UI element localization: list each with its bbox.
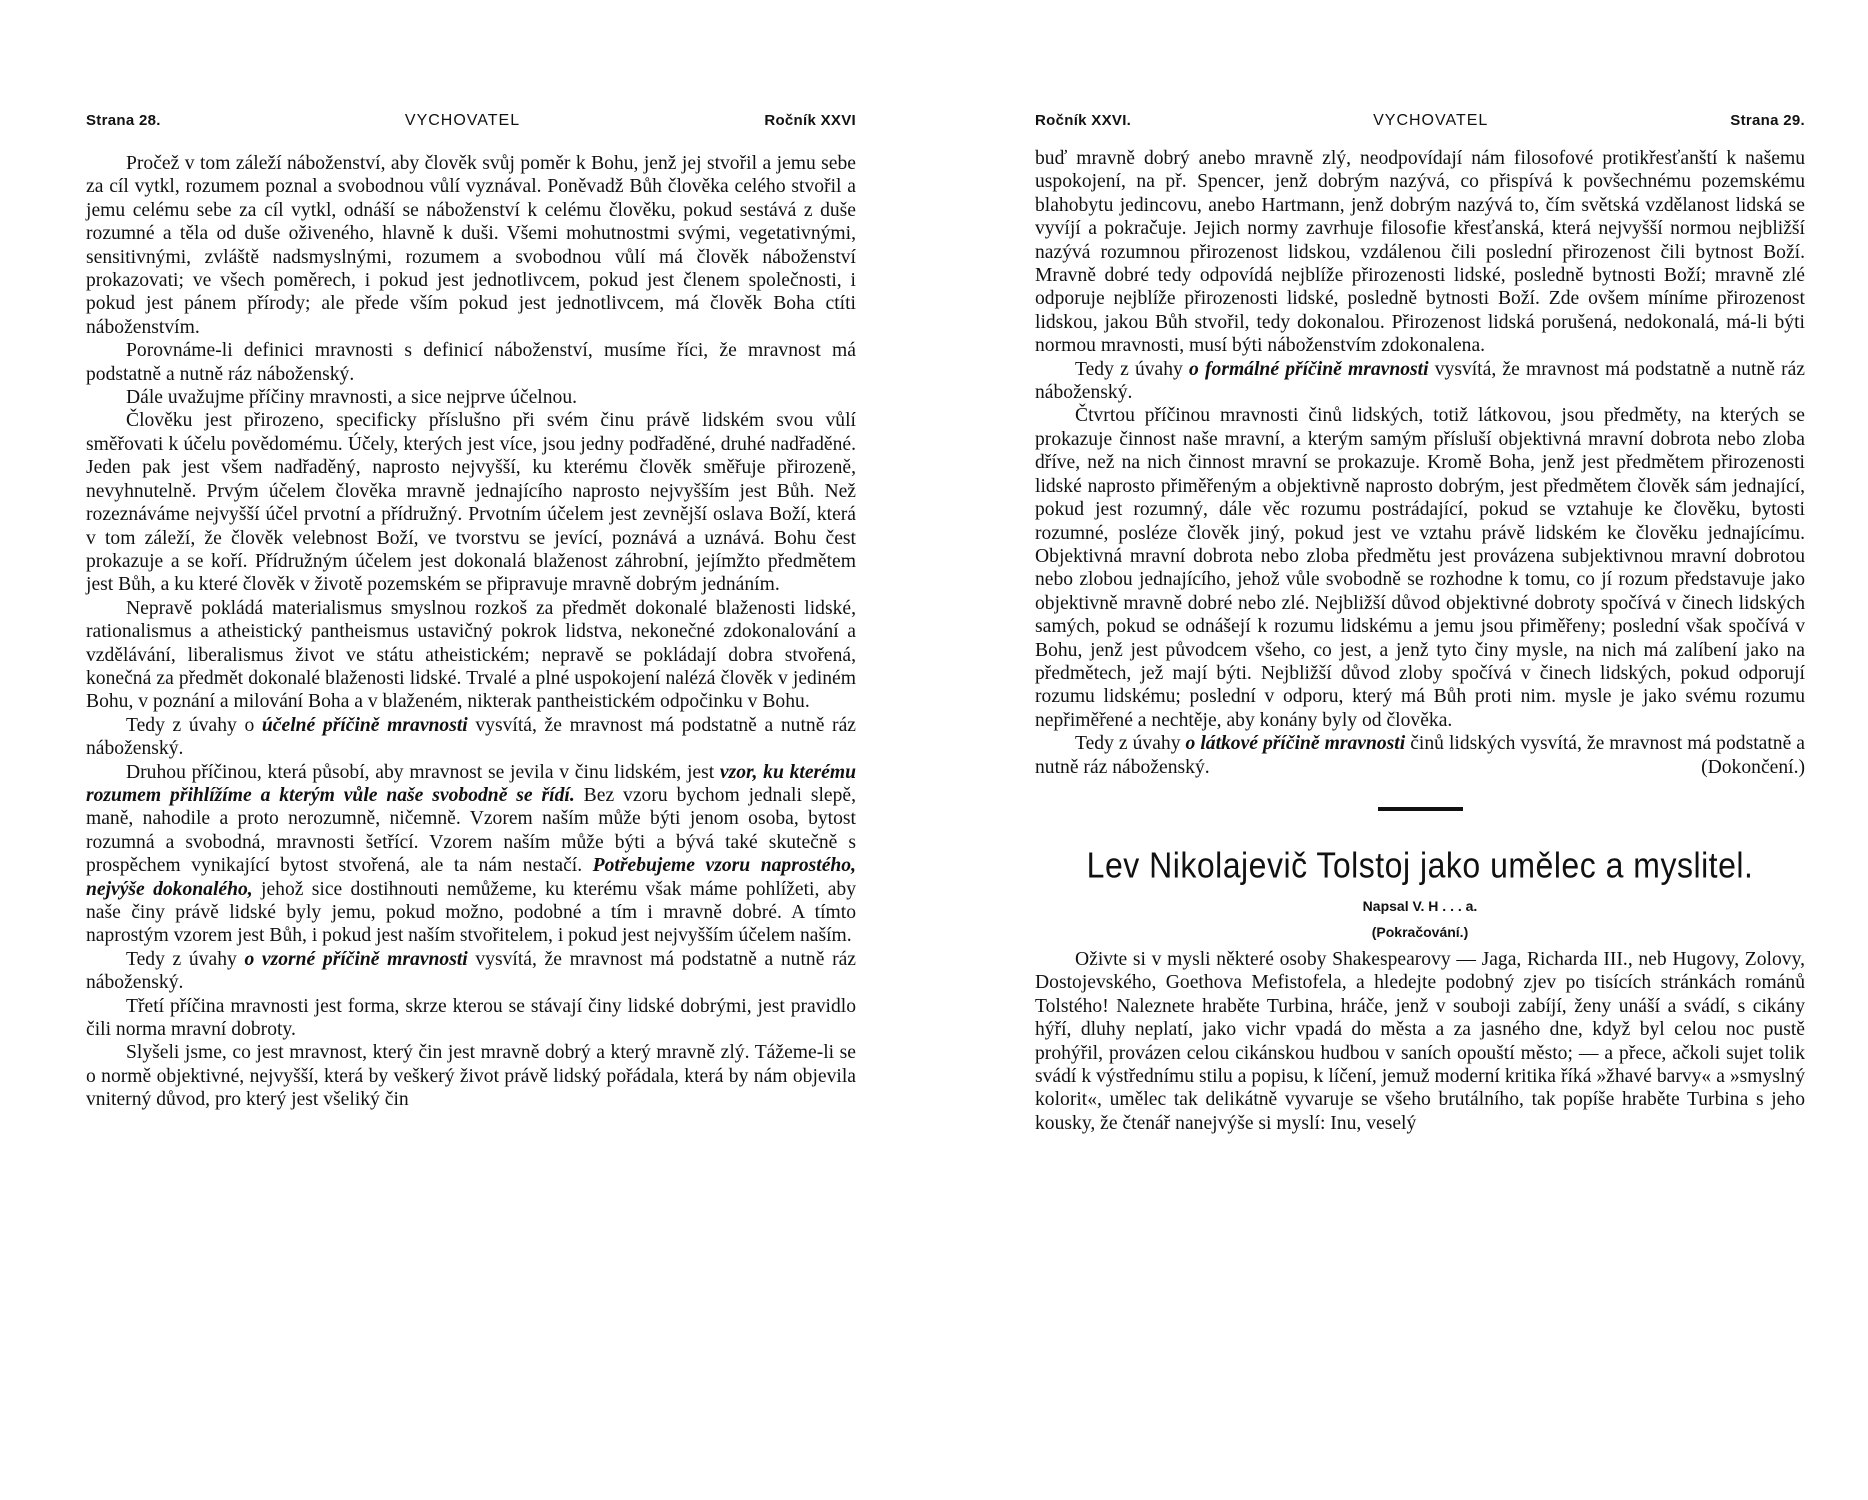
left-page-number: Strana 28. xyxy=(86,112,161,129)
emphasis: Potřebujeme vzoru naprostého, nejvýše dokonalého, xyxy=(86,855,856,900)
paragraph: Tedy z úvahy o vzorné příčině mravnosti vysvítá, že mravnost má podstatně a nutně ráz náboženský. xyxy=(86,948,856,994)
paragraph: Druhou příčinou, která působí, aby mravnost se jevila v činu lidském, jest vzor, ku kterému rozumem přihlížíme a kterým vůle naše svobodně se řídí. Bez vzoru bychom jednali slepě, maně, nahodile a proto nerozumně, ničemně. Vzorem naším může býti jenom osoba, bytost rozumná a svobodná, mravnosti šetřící. Vzorem naším může býti a bývá také skutečně s prospěchem vynikající bytost stvořená, ale ta nám nestačí. Potřebujeme vzoru naprostého, nejvýše dokonalého, jehož sice dostihnouti nemůžeme, ku kterému však máme pohlížeti, aby naše činy právě lidské byly jemu, pokud možno, podobné a tím i mravně dobré. A tímto naprostým vzorem jest Bůh, i pokud jest naším stvořitelem, i pokud jest nejvyšším účelem naším. xyxy=(86,761,857,947)
paragraph: Oživte si v mysli některé osoby Shakespearovy — Jaga, Richarda III., neb Hugovy, Zolovy, Dostojevského, Goethova Mefistofela, a hledejte podobný zjev po tisících stránkách románů Tolstého! Naleznete hraběte Turbina, hráče, jenž v souboji zabíjí, ženy unáší a svádí, s cikány hýří, dluhy neplatí, jako vichr vpadá do města a za jasného dne, když byl celou noc pustě prohýřil, provázen celou cikánskou hudbou v saních opouští město; — a přece, ačkoli sujet tolik svádí k výstřednímu stilu a popisu, k líčení, jemuž moderní kritika říká »žhavé barvy« a »smyslný kolorit«, umělec tak delikátně vyvaruje se všeho brutálního, tak popíše hraběte Turbina s jeho kousky, že čtenář nanejvýše si myslí: Inu, veselý xyxy=(1035,948,1805,1134)
to-be-concluded-note: (Dokončení.) xyxy=(1701,756,1805,778)
article-byline: Napsal V. H . . . a. xyxy=(1362,897,1478,914)
left-journal-title: VYCHOVATEL xyxy=(404,112,521,129)
paragraph: Nepravě pokládá materialismus smyslnou rozkoš za předmět dokonalé blaženosti lidské, rationalismus a atheistický pantheismus ustavičný pokrok lidstva, nekonečné zdokonalování a vzdělávání, liberalismus život ve státu atheistickém; nepravě se pokládají dobra stvořená, konečná za předmět dokonalé blaženosti lidské. Trvalé a plné uspokojení nalézá člověk v jediném Bohu, v poznání a milování Boha a v blaženém, nikterak pantheistickém odpočinku v Bohu. xyxy=(86,597,856,713)
article-title: Lev Nikolajevič Tolstoj jako umělec a myslitel. xyxy=(1086,844,1754,886)
right-page-number: Strana 29. xyxy=(1730,112,1805,129)
paragraph: Člověku jest přirozeno, specificky příslušno při svém činu právě lidském svou vůlí směřovati k účelu povědomému. Účely, kterých jest více, jsou jedny podřaděné, druhé nadřaděné. Jeden pak jest všem nadřaděný, naprosto nejvyšší, ku kterému člověk směřuje přirozeně, nevyhnutelně. Prvým účelem člověka mravně jednajícího naprosto nejvyšším jest Bůh. Než rozeznáváme nejvyšší účel prvotní a přídružný. Prvotním účelem jest zevnější oslava Boží, která v tom záleží, že člověk velebnost Boží, ve tvorstvu se jevící, poznává a uznává. Bohu čest prokazuje a se koří. Přídružným účelem jest dokonalá blaženost záhrobní, jejímžto předmětem jest Bůh, a ku které člověk v životě pozemském se připravuje mravně dobrým jednáním. xyxy=(86,410,856,596)
continuation-note: (Pokračování.) xyxy=(1371,923,1469,940)
emphasis: účelné příčině mravnosti xyxy=(261,714,468,736)
emphasis: o formálné příčině mravnosti xyxy=(1189,358,1429,380)
left-volume: Ročník XXVI xyxy=(764,112,856,129)
paragraph: Tedy z úvahy o účelné příčině mravnosti vysvítá, že mravnost má podstatně a nutně ráz náboženský. xyxy=(86,714,856,760)
right-volume: Ročník XXVI. xyxy=(1035,112,1132,129)
paragraph: Pročež v tom záleží náboženství, aby člověk svůj poměr k Bohu, jenž jej stvořil a jemu sebe za cíl vytkl, rozumem poznal a svobodnou vůlí vyznával. Poněvadž Bůh člověka celého stvořil a jemu celému sebe za cíl vytkl, odnáší se náboženství k celému člověku, pokud sestává z duše rozumné a těla od duše oživeného, hlavně k duši. Všemi mohutnostmi svými, vegetativnými, sensitivnými, zvláště nadsmyslnými, rozumem a svobodnou vůlí má člověk náboženství prokazovati; ve všech poměrech, i pokud jest jednotlivcem, pokud jest členem společnosti, i pokud jest pánem přírody; ale přede vším pokud jest jednotlivcem, má člověk Boha ctíti náboženstvím. xyxy=(86,153,856,338)
right-page-body xyxy=(1035,147,1805,1135)
paragraph: Čtvrtou příčinou mravnosti činů lidských, totiž látkovou, jsou předměty, na kterých se prokazuje činnost naše mravní, a kterým samým přísluší objektivná mravní dobrota nebo zloba dříve, než na nich činnost mravní se prokazuje. Kromě Boha, jenž jest předmětem přirozenosti lidské naprosto přiměřeným a objektivně naprosto dobrým, jest předmětem člověk sám jednající, pokud jest rozumný, dále věc rozumu postrádající, pokud se vztahuje ke člověku, bytosti rozumné, posléze člověk jiný, pokud jest ve vztahu právě lidském ke člověku jednajícímu. Objektivná mravní dobrota nebo zloba předmětu jest provázena subjektivnou mravní dobrotou nebo zlobou jednajícího, jehož vůle svobodně se rozhodne k tomu, co jí rozum představuje jako objektivně mravně dobré nebo zlé. Nejbližší důvod objektivné dobroty spočívá v činech lidských samých, pokud se odnášejí k rozumu lidskému a jemu jsou přiměřeny; poslední však spočívá v Bohu, jenž jest původcem všeho, co jest, a jenž tyto činy mysle, na nich má zalíbení jako na předmětech, jež mají býti. Nejbližší důvod zloby spočívá v činech lidských, pokud odporují rozumu lidskému; poslední v odporu, který má Bůh proti nim. mysle je jako svému rozumu nepřiměřené a nechtěje, aby konány byly od člověka. xyxy=(1035,405,1805,731)
emphasis: o látkové příčině mravnosti xyxy=(1185,733,1406,755)
paragraph: Slyšeli jsme, co jest mravnost, který čin jest mravně dobrý a který mravně zlý. Tážeme-li se o normě objektivné, nejvyšší, která by veškerý život právě lidský pořádala, která by nám objevila vniterný důvod, pro který jest všeliký čin xyxy=(86,1042,856,1111)
paragraph: buď mravně dobrý anebo mravně zlý, neodpovídají nám filosofové protikřesťanští k našemu uspokojení, na př. Spencer, jenž dobrým nazývá, co přispívá k povšechnému pozemskému blahobytu jedincovu, anebo Hartmann, jenž dobrým nazývá to, čím světská vzdělanost lidská se vyvíjí a pokračuje. Jejich normy zavrhuje filosofie křesťanská, která nejvyšší normou nejbližší nazývá rozumnou přirozenost lidskou, vzdálenou čili poslední přirozenost čili bytnost Boží. Mravně dobré tedy odpovídá nejblíže přirozenosti lidské, posledně bytnosti Boží; mravně zlé odporuje nejblíže přirozenosti lidské, posledně bytnosti Boží. Zde ovšem míníme přirozenost lidskou, jakou Bůh stvořil, tedy dokonalou. Přirozenost lidská porušená, nedokonalá, má-li býti normou mravnosti, musí býti náboženstvím zdokonalena. xyxy=(1035,148,1805,357)
paragraph: Tedy z úvahy o formálné příčině mravnosti vysvítá, že mravnost má podstatně a nutně ráz náboženský. xyxy=(1035,358,1805,404)
paragraph: Tedy z úvahy o látkové příčině mravnosti činů lidských vysvítá, že mravnost má podstatně a nutně ráz náboženský. (Dokončení.) xyxy=(1035,733,1805,778)
emphasis: vzor, ku kterému rozumem přihlížíme a kterým vůle naše svobodně se řídí. xyxy=(86,761,857,806)
paragraph: Porovnáme-li definici mravnosti s definicí náboženství, musíme říci, že mravnost má podstatně a nutně ráz náboženský. xyxy=(86,340,856,385)
right-journal-title: VYCHOVATEL xyxy=(1373,112,1489,129)
left-page-body xyxy=(86,152,856,1112)
left-running-header xyxy=(86,112,856,134)
section-divider xyxy=(1378,807,1463,811)
paragraph: Dále uvažujme příčiny mravnosti, a sice nejprve účelnou. xyxy=(126,387,578,409)
paragraph: Třetí příčina mravnosti jest forma, skrze kterou se stávají činy lidské dobrými, jest pravidlo čili norma mravní dobroty. xyxy=(86,995,856,1041)
emphasis: o vzorné příčině mravnosti xyxy=(244,948,468,970)
left-page xyxy=(86,112,856,1112)
right-page xyxy=(1035,112,1805,1135)
right-running-header xyxy=(1035,112,1805,134)
